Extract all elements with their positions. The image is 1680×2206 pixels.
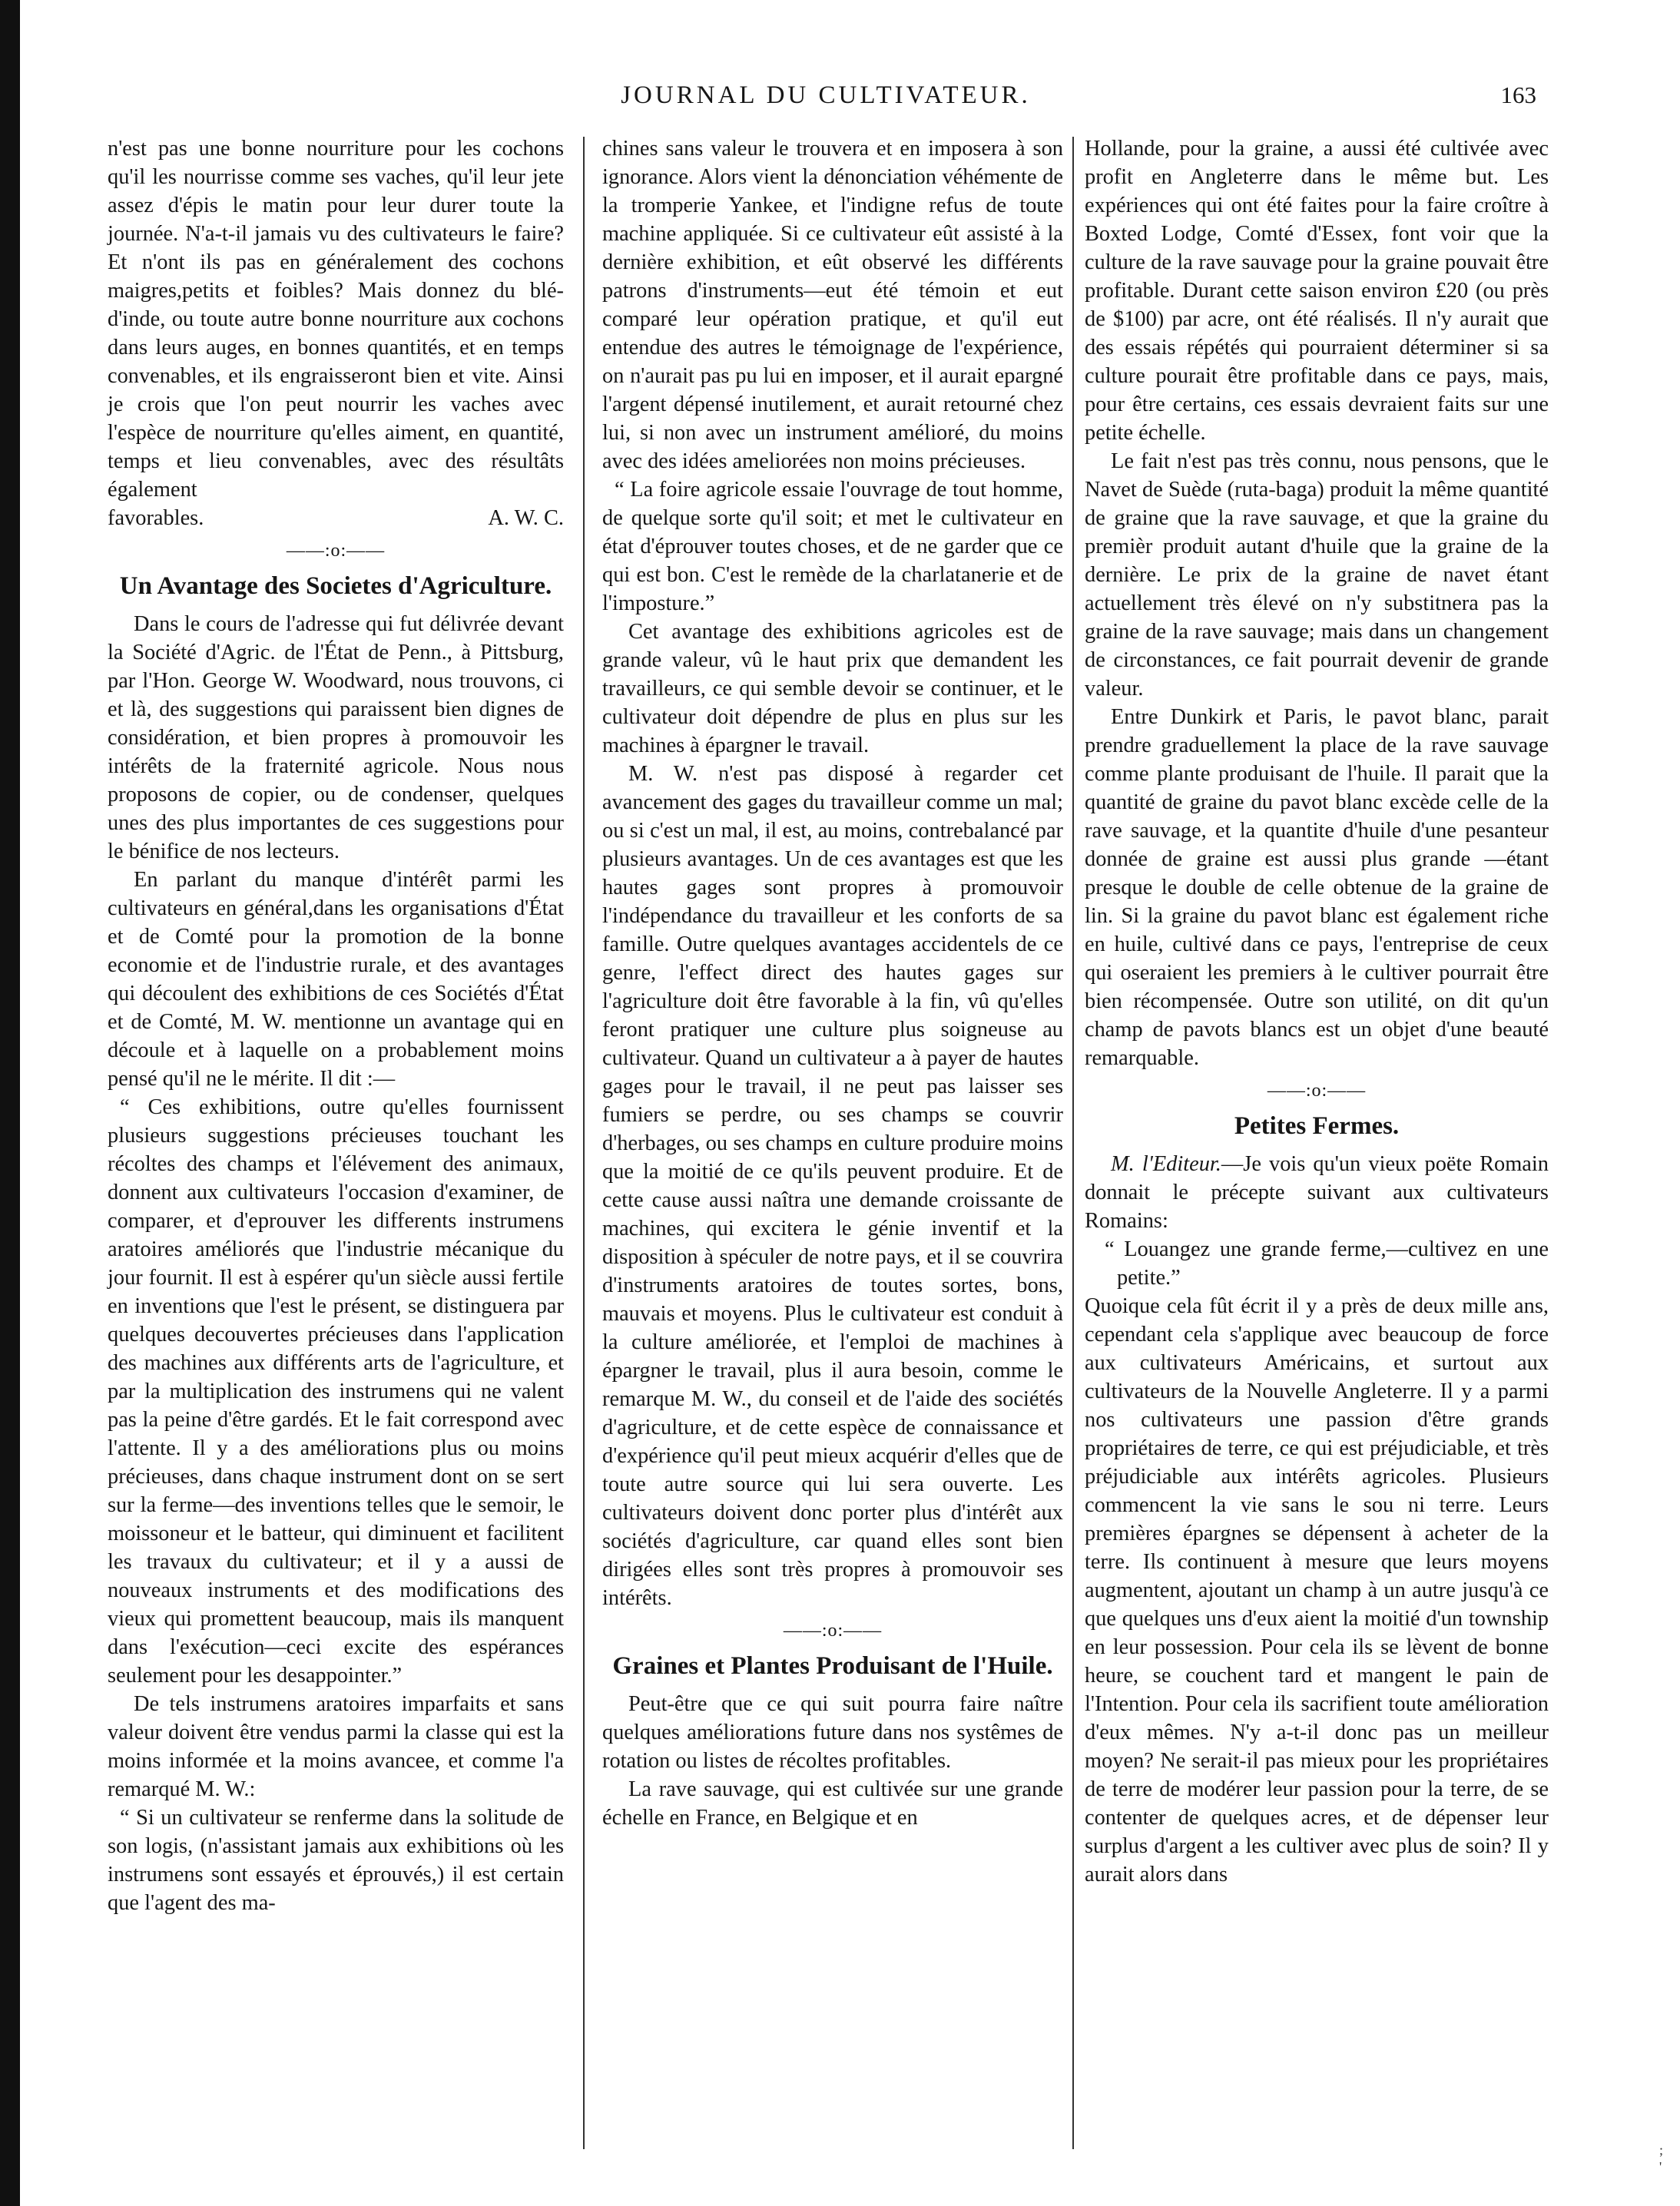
binding-edge xyxy=(0,0,20,2206)
letter-opening xyxy=(1085,1150,1549,1235)
letter-opening-text: —Je vois qu'un vieux poëte Romain donnait le précepte suivant aux cultivateurs Romains: xyxy=(1085,1152,1549,1233)
quotation-paragraph: “ Ces exhibitions, outre qu'elles fournissent plusieurs suggestions précieuses touchant les récoltes des champs et l'élévement des animaux, donnent aux cultivateurs l'occasion d'examiner, de comparer, et d'eprouver les differents instrumens aratoires améliorés que l'industrie mécanique du jour fournit. Il est à espérer qu'un siècle aussi fertile en inventions que l'est le présent, se distinguera par quelques decouvertes précieuses dans l'application des machines aux différents arts de l'agriculture, et par la multiplication des instrumens qui ne valent pas la peine d'être gardés. Et le fait correspond avec l'attente. Il y a des améliorations plus ou moins précieuses, dans chaque instrument dont on se sert sur la ferme—des inventions telles que le semoir, le moissoneur et le batteur, qui diminuent et facilitent les travaux du cultivateur; et il y a aussi de nouveaux instruments et des modifications des vieux qui promettent beaucoup, mais ils manquent dans l'exécution—ceci excite des espérances seulement pour les desappointer.” xyxy=(108,1095,564,1688)
article-title: Graines et Plantes Produisant de l'Huile. xyxy=(612,1652,1053,1680)
paragraph: Peut-être que ce qui suit pourra faire naître quelques améliorations future dans nos systêmes de rotation ou listes de récoltes profitables. xyxy=(602,1692,1063,1773)
author-signature: A. W. C. xyxy=(488,506,564,530)
column-left xyxy=(108,134,564,1917)
paragraph: Quoique cela fût écrit il y a près de deux mille ans, cependant cela s'applique avec beaucoup de force aux cultivateurs Américains, et surtout aux cultivateurs de la Nouvelle Angleterre. Il y a parmi nos cultivateurs une passion d'être grands propriétaires de terre, ce qui est préjudiciable, et très préjudiciable aux intérêts agricoles. Plusieurs commencent la vie sans le sou ni terre. Leurs premières épargnes se dépensent à acheter de la terre. Ils continuent à mesure que leurs moyens augmentent, ajoutant un champ à un autre jusqu'à ce que quelques uns d'eux aient la moitié d'un township en leur possession. Pour cela ils se lèvent de bonne heure, se couchent tard et mangent le pain de l'Intention. Pour cela ils sacrifient toute amélioration d'eux mêmes. N'y a-t-il donc pas un meilleur moyen? Ne serait-il pas mieux pour les propriétaires de terre de modérer leur passion pour la terre, de se contenter de quelques acres, et de dépenser leur surplus d'argent a les cultiver avec plus de soin? Il y aurait alors dans xyxy=(1085,1294,1549,1886)
letter-salutation: M. l'Editeur. xyxy=(1111,1152,1221,1176)
running-title: JOURNAL DU CULTIVATEUR. xyxy=(621,81,1031,109)
quotation-paragraph: “ La foire agricole essaie l'ouvrage de tout homme, de quelque sorte qu'il soit; et met le cultivateur en état d'éprouver toutes choses, et de ne garder que ce qui est bon. C'est le remède de la charlatanerie et de l'imposture.” xyxy=(602,478,1063,615)
paragraph: La rave sauvage, qui est cultivée sur une grande échelle en France, en Belgique et en xyxy=(602,1777,1063,1830)
column-middle xyxy=(602,134,1063,1832)
continued-paragraph: n'est pas une bonne nourriture pour les cochons qu'il les nourrisse comme ses vaches, qu'il leur jete assez d'épis le matin pour leur durer toute la journée. N'a-t-il jamais vu des cultivateurs le faire? Et n'ont ils pas en généralement des cochons maigres,petits et foibles? Mais donnez du blé-d'inde, ou toute autre bonne nourriture aux cochons dans leurs auges, en bonnes quantités, et en temps convenables, et ils engraisseront bien et vite. Ainsi je crois que l'on peut nourrir les vaches avec l'espèce de nourriture qu'elles aiment, en quantité, temps et lieu convenables, avec des résultâts également xyxy=(108,137,564,502)
section-separator: ——:o:—— xyxy=(286,541,386,561)
section-separator: ——:o:—— xyxy=(1267,1081,1367,1101)
article-title: Petites Fermes. xyxy=(1234,1112,1400,1140)
column-right xyxy=(1085,134,1549,1889)
signature-line xyxy=(108,504,564,532)
column-rule-left xyxy=(583,137,585,2149)
continued-paragraph: chines sans valeur le trouvera et en imposera à son ignorance. Alors vient la dénonciation véhémente de la tromperie Yankee, et l'indigne refus de toute machine appliquée. Si ce cultivateur eût assisté à la dernière exhibition, et eût observé les différents patrons d'instruments—eut été témoin et eut comparé leur opération pratique, et qu'il eut entendue des autres le témoignage de l'expérience, on n'aurait pas pu lui en imposer, et il aurait epargné l'argent dépensé inutilement, et aurait retourné chez lui, si non avec un instrument amélioré, du moins avec des idées ameliorées non moins précieuses. xyxy=(602,137,1063,473)
column-rule-right xyxy=(1072,137,1074,2149)
paragraph: Entre Dunkirk et Paris, le pavot blanc, parait prendre graduellement la place de la rave sauvage comme plante produisant de l'huile. Il parait que la quantité de graine du pavot blanc excède celle de la rave sauvage, et la quantite d'huile d'une pesanteur donnée de graine est aussi plus grande —étant presque le double de celle obtenue de la graine de lin. Si la graine du pavot blanc est également riche en huile, cultivé dans ce pays, l'entreprise de ceux qui oseraient les premiers à le cultiver pourrait être bien récompensée. Outre son utilité, on dit qu'un champ de pavots blancs est un objet d'une beauté remarquable. xyxy=(1085,705,1549,1070)
section-separator: ——:o:—— xyxy=(783,1621,883,1641)
margin-marks: ; ' xyxy=(1658,2142,1663,2175)
paragraph: En parlant du manque d'intérêt parmi les cultivateurs en général,dans les organisations d'État et de Comté pour la promotion de la bonne economie et de l'industrie rurale, et des avantages qui découlent des exhibitions de ces Sociétés d'État et de Comté, M. W. mentionne un avantage qui en découle et à laquelle on a probablement moins pensé qu'il ne le mérite. Il dit :— xyxy=(108,868,564,1091)
page-header xyxy=(115,81,1536,120)
quotation-paragraph: “ Si un cultivateur se renferme dans la solitude de son logis, (n'assistant jamais aux exhibitions où les instrumens sont essayés et éprouvés,) il est certain que l'agent des ma- xyxy=(108,1806,564,1915)
article-title: Un Avantage des Societes d'Agriculture. xyxy=(119,572,552,600)
paragraph: Dans le cours de l'adresse qui fut délivrée devant la Société d'Agric. de l'État de Penn., à Pittsburg, par l'Hon. George W. Woodward, nous trouvons, ci et là, des suggestions qui paraissent bien dignes de considération, et bien propres à promouvoir les intérêts de la fraternité agricole. Nous nous proposons de copier, ou de condenser, quelques unes des plus importantes de ces suggestions pour le bénifice de nos lecteurs. xyxy=(108,612,564,863)
quoted-precept: “ Louangez une grande ferme,—cultivez en une petite.” xyxy=(1105,1237,1549,1290)
page-number: 163 xyxy=(1500,81,1536,108)
paragraph: De tels instrumens aratoires imparfaits et sans valeur doivent être vendus parmi la classe qui est la moins informée et la moins avancee, et comme l'a remarqué M. W.: xyxy=(108,1692,564,1801)
paragraph: Le fait n'est pas très connu, nous pensons, que le Navet de Suède (ruta-baga) produit la même quantité de graine que la rave sauvage, et que la graine du premièr produit autant d'huile que la graine de la dernière. Le prix de la graine de navet étant actuellement très élevé on n'y substitnera pas la graine de la rave sauvage; mais dans un changement de circonstances, ce fait pourrait devenir de grande valeur. xyxy=(1085,449,1549,701)
continued-paragraph: Hollande, pour la graine, a aussi été cultivée avec profit en Angleterre dans le même but. Les expériences qui ont été faites pour la faire croître à Boxted Lodge, Comté d'Essex, font voir que la culture de la rave sauvage pour la graine pouvait être profitable. Durant cette saison environ £20 (ou près de $100) par acre, ont été réalisés. Il n'y aurait que des essais répétés qui pourraient déterminer si sa culture pourait être profitable dans ce pays, mais, pour être certains, ces essais devraient faits sur une petite échelle. xyxy=(1085,137,1549,445)
paragraph-end: favorables. xyxy=(108,506,204,530)
paragraph: Cet avantage des exhibitions agricoles est de grande valeur, vû le haut prix que demandent les travailleurs, ce qui semble devoir se continuer, et le cultivateur doit dépendre de plus en plus sur les machines à épargner le travail. xyxy=(602,620,1063,757)
paragraph: M. W. n'est pas disposé à regarder cet avancement des gages du travailleur comme un mal; ou si c'est un mal, il est, au moins, contrebalancé par plusieurs avantages. Un de ces avantages est que les hautes gages sont propres à promouvoir l'indépendance du travailleur et les conforts de sa famille. Outre quelques avantages accidentels de ce genre, l'effect direct des hautes gages sur l'agriculture doit être favorable à la fin, vû qu'elles feront pratiquer une culture plus soigneuse au cultivateur. Quand un cultivateur a à payer de hautes gages pour le travail, il ne peut pas laisser ses fumiers se perdre, ou ses champs se couvrir d'herbages, ou ses champs en culture produire moins que la moitié de ce qu'ils peuvent produire. Et de cette cause aussi naîtra une demande croissante de machines, qui excitera le génie inventif et la disposition à spéculer de notre pays, et il se couvrira d'instruments aratoires de toutes sortes, bons, mauvais et moyens. Plus le cultivateur est conduit à la culture améliorée, et l'emploi de machines à épargner le travail, plus il aura besoin, comme le remarque M. W., du conseil et de l'aide des sociétés d'agriculture, et de cette espèce de connaissance et d'expérience qu'il peut mieux acquérir d'elles que de toute autre source qui lui sera ouverte. Les cultivateurs doivent donc porter plus d'intérêt aux sociétés d'agriculture, car quand elles sont bien dirigées elles sont très propres à promouvoir ses intérêts. xyxy=(602,762,1063,1610)
